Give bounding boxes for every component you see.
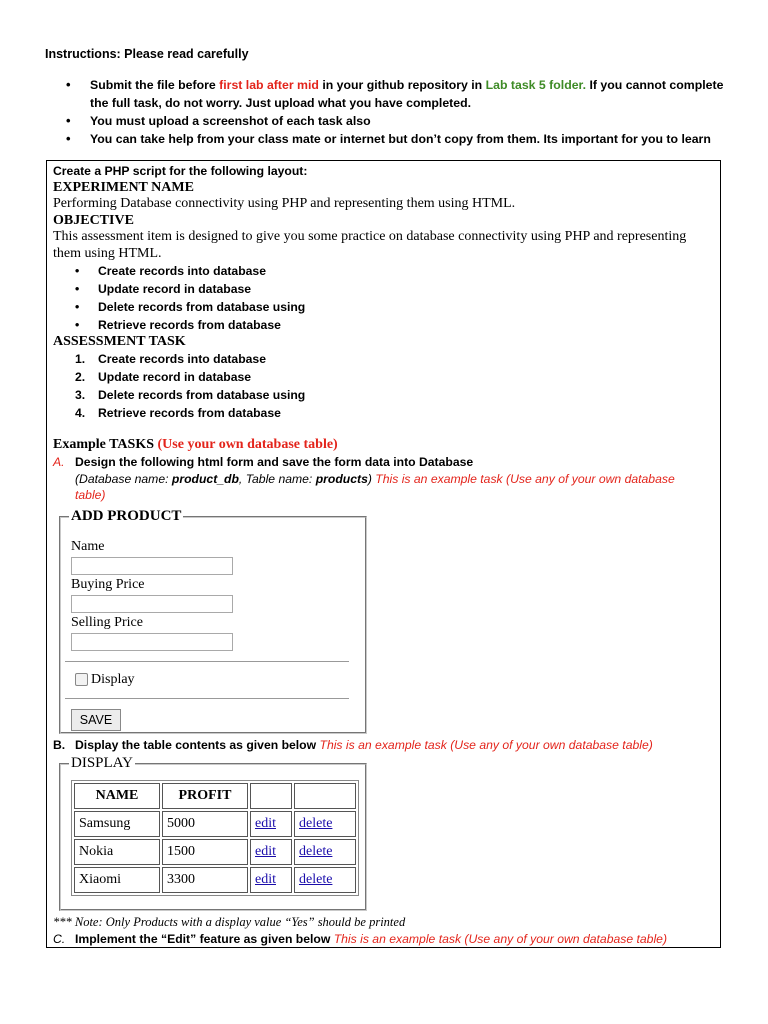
example-note-text: (Use your own database table) [157,437,338,452]
add-product-legend: ADD PRODUCT [71,508,182,524]
selling-price-label: Selling Price [71,615,143,630]
delete-link[interactable]: delete [299,872,333,887]
empty-header-cell [294,783,356,809]
display-legend: DISPLAY [71,755,133,771]
task-a-text: Design the following html form and save the form data into Database [75,455,474,469]
task-c-text: Implement the “Edit” feature as given below [75,932,334,946]
column-header: PROFIT [162,783,248,809]
instruction-item [66,76,726,112]
selling-price-input[interactable] [71,633,233,651]
task-a: A. Design the following html form and save the form data into Database (Database name: product_db, Table name: products) This is an example task (Use any of your own database table) [53,455,675,502]
list-item: • Create records into database [53,262,305,280]
save-button[interactable]: SAVE [71,709,121,731]
list-item: • Retrieve records from database [53,316,305,334]
product-name-cell: Samsung [74,811,160,837]
example-note-text: This is an example task (Use any of your own database table) [333,932,667,946]
edit-link[interactable]: edit [255,816,276,831]
list-item [53,386,305,404]
display-checkbox[interactable] [75,673,88,686]
divider [65,698,349,699]
example-note-text: This is an example task (Use any of your own database table) [75,471,675,502]
list-number: 1. [75,352,86,366]
buying-price-label: Buying Price [71,577,145,592]
task-c [53,932,667,946]
instruction-item: • You must upload a screenshot of each task also [66,112,726,130]
assessment-list [53,350,305,422]
task-b-text: Display the table contents as given below [75,738,320,752]
display-panel [59,755,367,911]
instructions-list [66,76,726,148]
example-heading-text: Example TASKS [53,437,158,452]
list-text: Create records into database [98,352,266,366]
example-note-text: This is an example task (Use any of your own database table) [319,738,653,752]
instructions-heading: Instructions: Please read carefully [45,47,249,61]
instruction-text: If you cannot complete the full task, do not worry. Just upload what you have completed. [90,78,724,110]
example-tasks-heading [53,437,338,453]
task-letter: C. [53,932,66,946]
task-box [46,160,721,948]
list-number: 4. [75,406,86,420]
delete-link[interactable]: delete [299,816,333,831]
list-text: Update record in database [98,370,252,384]
instruction-text: in your github repository in [318,78,486,92]
edit-link[interactable]: edit [255,872,276,887]
deadline-text: first lab after mid [219,78,319,92]
task-letter: A. [53,455,65,469]
instruction-item: • You can take help from your class mate or internet but don’t copy from them. Its important for you to learn [66,130,726,148]
table-row [74,839,356,865]
empty-header-cell [250,783,292,809]
instruction-text: Submit the file before [90,78,220,92]
add-product-form [59,508,367,734]
display-table [71,780,359,896]
display-note: *** Note: Only Products with a display value “Yes” should be printed [53,915,406,929]
objective-text: This assessment item is designed to give you some practice on database connectivity using PHP and representing them using HTML. [53,229,687,261]
experiment-heading: EXPERIMENT NAME [53,180,194,195]
name-label: Name [71,539,105,554]
database-name: product_db [171,471,239,486]
folder-name-text: Lab task 5 folder. [485,78,587,92]
list-text: Delete records from database using [98,388,306,402]
list-item [53,404,305,422]
buying-price-input[interactable] [71,595,233,613]
list-item: • Delete records from database using [53,298,305,316]
list-number: 2. [75,370,86,384]
product-name-cell: Xiaomi [74,867,160,893]
profit-cell: 3300 [162,867,248,893]
objective-bullet-list [53,262,305,334]
name-input[interactable] [71,557,233,575]
list-text: Retrieve records from database [98,406,281,420]
table-row [74,867,356,893]
display-label: Display [91,672,135,687]
experiment-text: Performing Database connectivity using PHP and representing them using HTML. [53,196,516,211]
list-item: • Update record in database [53,280,305,298]
divider [65,661,349,662]
list-item [53,368,305,386]
list-item [53,350,305,368]
task-letter: B. [53,738,66,752]
task-intro: Create a PHP script for the following layout: [53,164,308,178]
profit-cell: 1500 [162,839,248,865]
column-header: NAME [74,783,160,809]
delete-link[interactable]: delete [299,844,333,859]
product-name-cell: Nokia [74,839,160,865]
table-row [74,811,356,837]
task-b [53,738,653,752]
objective-heading: OBJECTIVE [53,213,134,228]
edit-link[interactable]: edit [255,844,276,859]
profit-cell: 5000 [162,811,248,837]
assessment-heading: ASSESSMENT TASK [53,334,186,349]
list-number: 3. [75,388,86,402]
table-header-row [74,783,356,809]
table-name: products [315,471,368,486]
